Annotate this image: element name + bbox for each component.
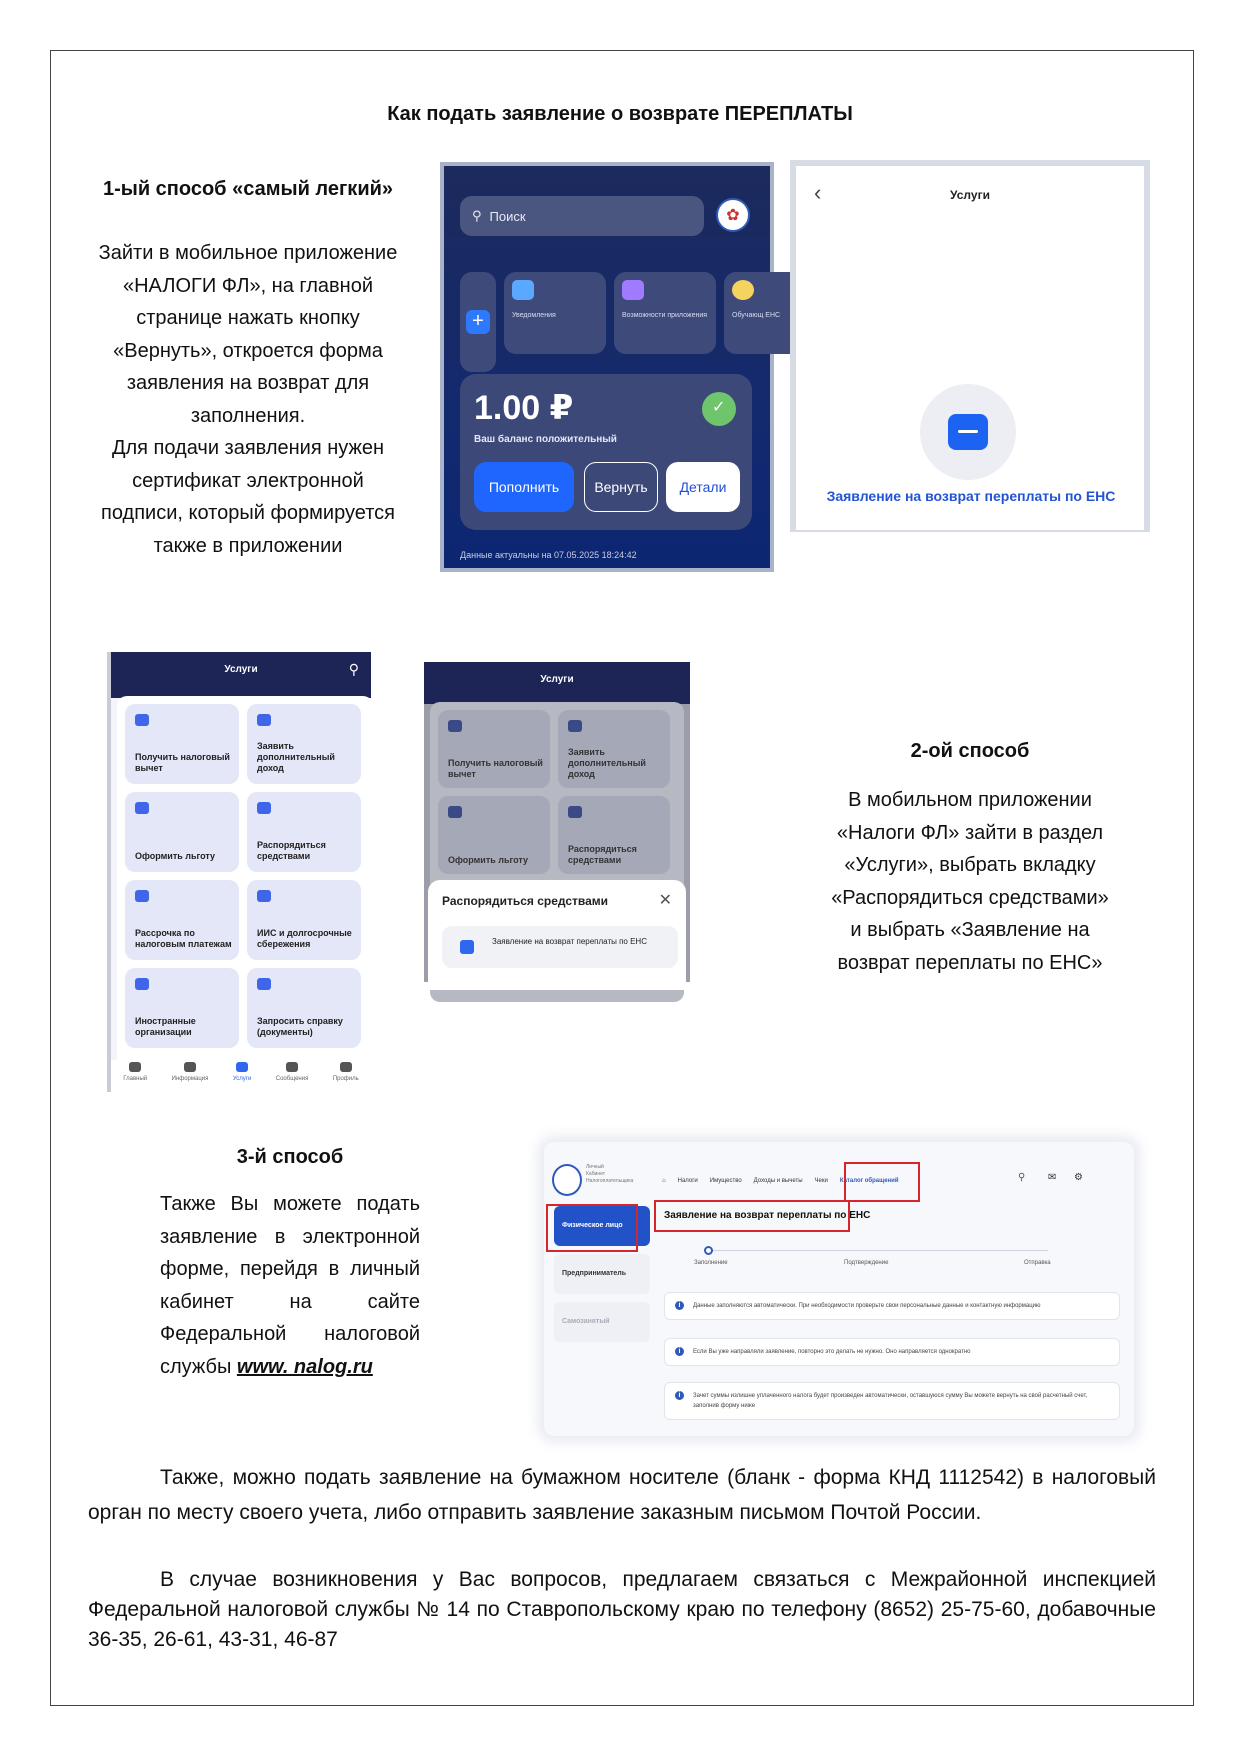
nav-appeals-catalog[interactable]: Каталог обращений	[839, 1178, 899, 1184]
document-icon	[460, 940, 474, 954]
percent-icon	[135, 802, 149, 814]
method1-text	[78, 237, 418, 562]
method2-line: возврат переплаты по ЕНС»	[837, 951, 1103, 974]
nav-info[interactable]	[172, 1062, 209, 1092]
method2-text	[800, 784, 1140, 979]
nalog-site-link[interactable]: www. nalog.ru	[236, 1355, 373, 1378]
ruble-icon	[257, 890, 271, 902]
method1-line: подписи, который формируется	[101, 502, 395, 524]
tile-label: ИИС и долгосрочные сбережения	[257, 928, 352, 949]
nalog-website-screenshot	[544, 1142, 1134, 1436]
wallet-icon	[948, 414, 988, 450]
sheet-title: Распорядиться средствами	[442, 894, 609, 908]
method3-heading: 3-й способ	[236, 1146, 344, 1168]
tile-label: Оформить льготу	[135, 851, 216, 861]
percent-icon	[448, 806, 462, 818]
bottom-nav	[111, 1060, 371, 1092]
info-box-autofill: i Данные заполняются автоматически. При необходимости проверьте свои персональные данные и контактную информацию	[664, 1292, 1120, 1320]
mail-icon[interactable]: ✉	[1048, 1172, 1057, 1183]
topup-button[interactable]: Пополнить	[474, 462, 574, 512]
info-icon	[184, 1062, 196, 1072]
lightbulb-icon	[732, 280, 754, 300]
services-grid-screenshot	[107, 652, 371, 1092]
coins-check-icon	[702, 392, 736, 426]
step-active-dot	[704, 1246, 713, 1255]
tab-self-employed[interactable]: Самозанятый	[554, 1302, 650, 1342]
search-icon[interactable]: ⚲	[1018, 1172, 1026, 1183]
step-confirm: Подтверждение	[844, 1260, 889, 1266]
method2-line: и выбрать «Заявление на	[850, 919, 1090, 941]
nav-label: Информация	[171, 1076, 209, 1082]
plus-icon: +	[466, 310, 490, 334]
calculator-icon	[448, 720, 462, 732]
method1-line: «Вернуть», откроется форма	[113, 339, 383, 362]
method1-line: заявления на возврат для	[126, 372, 370, 394]
method3-line: заявление в электронной	[160, 1225, 420, 1248]
features-icon	[622, 280, 644, 300]
cabinet-logo-text: Личный Кабинет Налогоплательщика	[586, 1164, 634, 1184]
method2-line: В мобильном приложении	[848, 789, 1092, 811]
profile-icon	[340, 1062, 352, 1072]
tile-declare-income	[558, 710, 670, 788]
nav-taxes[interactable]: Налоги	[677, 1178, 698, 1184]
search-input[interactable]	[460, 196, 704, 236]
nav-label: Услуги	[232, 1076, 252, 1082]
method2-heading: 2-ой способ	[910, 740, 1030, 762]
balance-status: Ваш баланс положительный	[474, 434, 617, 445]
services-header	[424, 662, 690, 704]
balance-card	[460, 374, 752, 530]
nav-label: Профиль	[332, 1076, 359, 1082]
method3-line: Также Вы можете подать	[160, 1193, 420, 1215]
data-actual-timestamp: Данные актуальны на 07.05.2025 18:24:42	[460, 550, 637, 560]
messages-icon	[286, 1062, 298, 1072]
tile-benefit[interactable]	[125, 792, 239, 872]
screen-title: Услуги	[950, 188, 990, 202]
tile-label: Заявить дополнительный доход	[568, 747, 646, 779]
tab-individual[interactable]: Физическое лицо	[554, 1206, 650, 1246]
manage-funds-sheet-screenshot	[424, 662, 690, 982]
tile-label: Заявить дополнительный доход	[257, 741, 335, 773]
screen-title: Услуги	[540, 674, 574, 685]
add-tile[interactable]	[460, 272, 496, 372]
chat-icon	[512, 280, 534, 300]
contact-paragraph: В случае возникновения у Вас вопросов, предлагаем связаться с Межрайонной инспекцией Федеральной налоговой службы № 14 по Ставропольскому краю по телефону (8652) 25-75-60, добавочные 36-35, 26-61, 43-31, 46-87	[88, 1568, 1156, 1651]
ruble-icon	[568, 720, 582, 732]
card-icon	[568, 806, 582, 818]
nav-property[interactable]: Имущество	[709, 1178, 742, 1184]
fns-logo-icon	[552, 1164, 582, 1196]
home-icon	[129, 1062, 141, 1072]
tile-label: Получить налоговый вычет	[135, 752, 230, 773]
screen-title: Услуги	[224, 664, 258, 675]
method2-line: «Распорядиться средствами»	[831, 886, 1109, 909]
tile-request-certificate[interactable]	[247, 968, 361, 1048]
refund-application-item[interactable]	[442, 926, 678, 968]
tile-foreign-orgs[interactable]	[125, 968, 239, 1048]
tile-label: Возможности приложения	[622, 312, 708, 319]
nav-income[interactable]: Доходы и вычеты	[753, 1178, 803, 1184]
tile-app-features[interactable]	[614, 272, 716, 354]
method1-line: заполнения.	[190, 404, 306, 427]
installment-icon	[135, 890, 149, 902]
method3-line: кабинет на сайте	[160, 1290, 420, 1313]
search-placeholder: Поиск	[489, 208, 526, 224]
nav-profile[interactable]	[333, 1062, 359, 1092]
services-panel	[117, 696, 373, 1068]
info-box-offset: i Зачет суммы излишне уплаченного налога будет произведен автоматически, оставшуюся сумму Вы можете вернуть на свой расчетный счет, заполнив форму ниже	[664, 1382, 1120, 1420]
calculator-icon	[135, 714, 149, 726]
method2-line: «Налоги ФЛ» зайти в раздел	[836, 821, 1104, 844]
page-title: Как подать заявление о возврате ПЕРЕПЛАТЫ	[387, 103, 853, 125]
nav-label: Сообщения	[275, 1076, 309, 1082]
grid-icon	[236, 1062, 248, 1072]
tab-entrepreneur[interactable]: Предприниматель	[554, 1254, 650, 1294]
tile-label: Запросить справку (документы)	[257, 1016, 343, 1037]
details-button[interactable]: Детали	[666, 462, 740, 512]
settings-icon[interactable]: ⚙	[1074, 1172, 1083, 1183]
document-icon	[257, 978, 271, 990]
refund-application-link[interactable]: Заявление на возврат переплаты по ЕНС	[826, 488, 1116, 504]
method3-text	[160, 1188, 420, 1383]
method1-line: Для подачи заявления нужен	[111, 437, 385, 459]
tile-installment[interactable]	[125, 880, 239, 960]
form-heading: Заявление на возврат переплаты по ЕНС	[664, 1210, 871, 1221]
bottom-sheet	[428, 880, 686, 990]
method1-line: также в приложении	[153, 534, 343, 557]
tile-label: Иностранные организации	[135, 1016, 196, 1037]
nav-services[interactable]	[233, 1062, 251, 1092]
card-icon	[257, 802, 271, 814]
step-send: Отправка	[1024, 1260, 1051, 1266]
check-icon	[135, 978, 149, 990]
home-icon[interactable]: ⌂	[662, 1178, 666, 1184]
tile-label: Получить налоговый вычет	[448, 758, 543, 779]
method1-line: «НАЛОГИ ФЛ», на главной	[122, 274, 374, 297]
info-box-once: i Если Вы уже направляли заявление, повторно это делать не нужно. Оно направляется однократно	[664, 1338, 1120, 1366]
app-main-screenshot	[440, 162, 781, 572]
method1-line: сертификат электронной	[132, 469, 364, 492]
search-icon: ⚲	[472, 208, 482, 223]
back-chevron-icon[interactable]: ‹	[814, 180, 822, 205]
tile-tax-deduction[interactable]	[125, 704, 239, 784]
tile-label: Распорядиться средствами	[568, 844, 637, 865]
tile-declare-income[interactable]	[247, 704, 361, 784]
method1-line: Зайти в мобильное приложение	[98, 242, 398, 264]
tile-notifications[interactable]	[504, 272, 606, 354]
ruble-icon	[257, 714, 271, 726]
tile-label: Рассрочка по налоговым платежам	[135, 928, 232, 949]
tile-label: Распорядиться средствами	[257, 840, 326, 861]
nav-receipts[interactable]: Чеки	[814, 1178, 828, 1184]
tile-tax-deduction	[438, 710, 550, 788]
paper-option-paragraph: Также, можно подать заявление на бумажном носителе (бланк - форма КНД 1112542) в налоговый орган по месту своего учета, либо отправить заявление заказным письмом Почтой России.	[88, 1466, 1156, 1524]
highlight-appeals-catalog	[844, 1162, 920, 1202]
tile-iis[interactable]	[247, 880, 361, 960]
tile-label: Обучающ ЕНС	[732, 312, 781, 319]
nav-home[interactable]	[123, 1062, 147, 1092]
method3-line: службы	[160, 1355, 237, 1378]
method3-line: Федеральной налоговой	[160, 1323, 420, 1345]
balance-amount: 1.00 ₽	[474, 389, 574, 427]
search-icon[interactable]: ⚲	[348, 661, 359, 677]
tile-manage-funds	[558, 796, 670, 874]
method1-line: странице нажать кнопку	[136, 307, 360, 329]
step-fill: Заполнение	[694, 1260, 728, 1266]
method1-heading: 1-ый способ «самый легкий»	[102, 178, 394, 200]
highlight-form-heading	[654, 1200, 850, 1232]
services-header	[111, 652, 371, 698]
fns-emblem-icon[interactable]: ✿	[716, 198, 750, 232]
method3-last-line	[160, 1351, 420, 1384]
services-screenshot	[790, 160, 1150, 532]
method3-line: форме, перейдя в личный	[160, 1258, 420, 1280]
wallet-icon-circle	[920, 384, 1016, 480]
highlight-individual-tab	[546, 1204, 638, 1252]
item-label: Заявление на возврат переплаты по ЕНС	[492, 937, 647, 946]
method2-line: «Услуги», выбрать вкладку	[844, 854, 1096, 876]
tile-manage-funds[interactable]	[247, 792, 361, 872]
nav-messages[interactable]	[276, 1062, 309, 1092]
tile-benefit	[438, 796, 550, 874]
nav-label: Главный	[123, 1076, 148, 1082]
steps-line	[708, 1250, 1048, 1251]
tile-label: Уведомления	[512, 312, 556, 319]
return-button[interactable]: Вернуть	[584, 462, 658, 512]
tile-label: Оформить льготу	[448, 855, 529, 865]
close-icon[interactable]: ✕	[658, 892, 672, 909]
